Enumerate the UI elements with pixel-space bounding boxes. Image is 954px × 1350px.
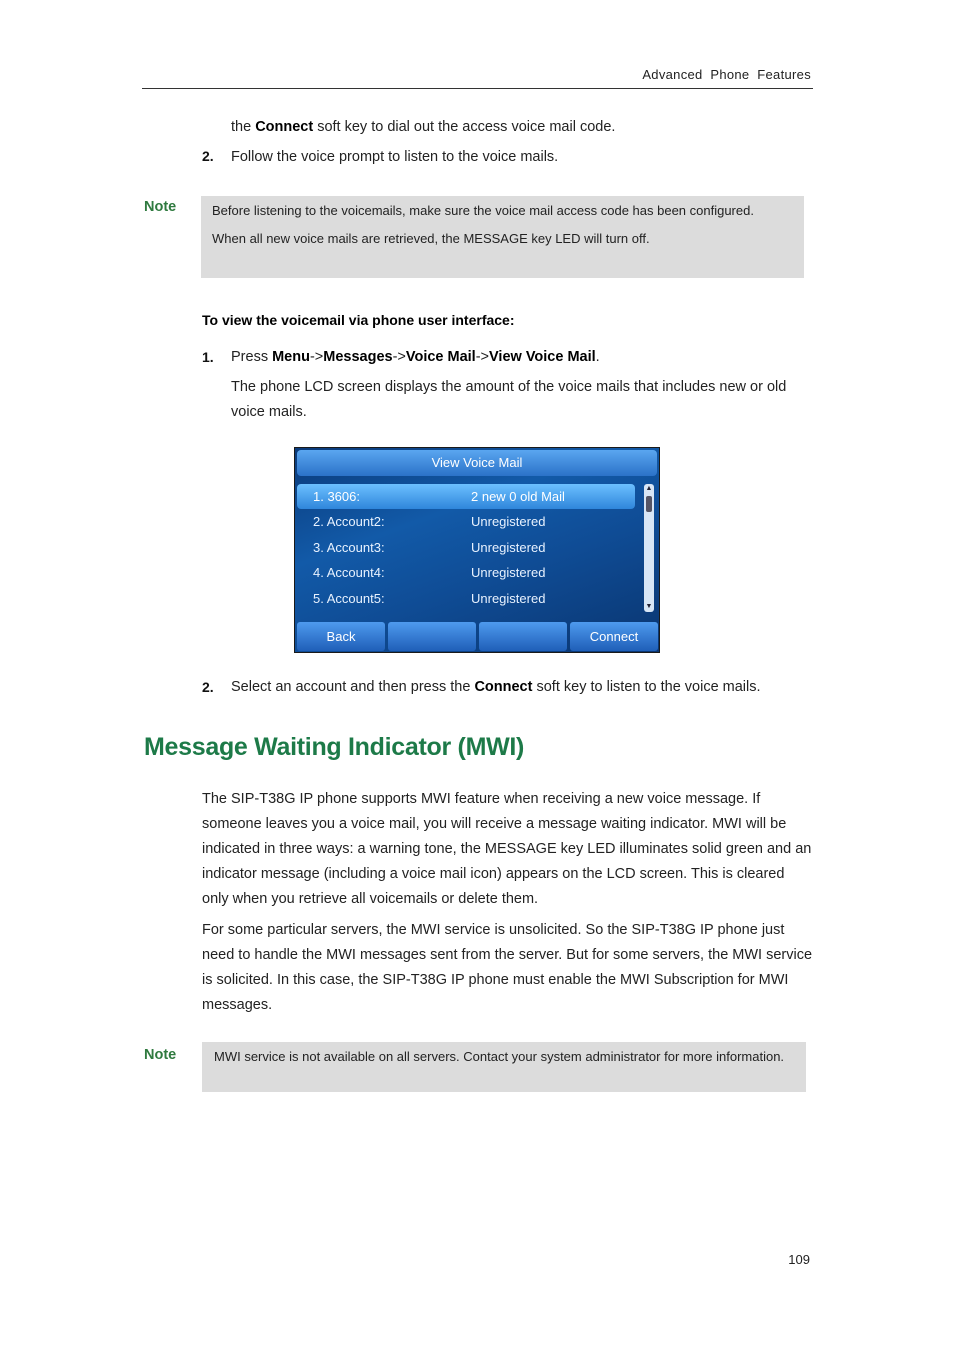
note-label: Note bbox=[144, 1047, 177, 1063]
blank-softkey[interactable] bbox=[479, 622, 567, 651]
messages-label: Messages bbox=[323, 349, 393, 365]
arrow: -> bbox=[392, 349, 406, 365]
mwi-paragraph: For some particular servers, the MWI service is unsolicited. So the SIP-T38G IP phone just need to handle the MWI messages sent from the server. But for some servers, the MWI service is solicited. In this case, the SIP-T38G IP phone must enable the MWI Subscription for MWI messages. bbox=[202, 922, 813, 1013]
scroll-thumb[interactable] bbox=[646, 496, 652, 512]
step-text-post: soft key to listen to the voice mails. bbox=[532, 679, 761, 695]
voicemail-account-row[interactable] bbox=[297, 535, 635, 560]
blank-softkey[interactable] bbox=[388, 622, 476, 651]
period: . bbox=[595, 349, 600, 365]
account-label: 1. 3606: bbox=[313, 489, 360, 504]
step-text bbox=[231, 675, 761, 700]
voicemail-account-row[interactable] bbox=[297, 509, 635, 534]
section-title: Message Waiting Indicator (MWI) bbox=[144, 733, 525, 761]
procedure-heading: To view the voicemail via phone user interface: bbox=[202, 312, 515, 328]
note-label: Note bbox=[144, 199, 177, 215]
account-status: Unregistered bbox=[471, 565, 546, 580]
voicemail-account-row[interactable] bbox=[297, 560, 635, 585]
connect-key-label: Connect bbox=[474, 679, 533, 695]
scrollbar[interactable] bbox=[644, 484, 654, 612]
account-status: Unregistered bbox=[471, 591, 546, 606]
page-number: 109 bbox=[788, 1252, 810, 1267]
voicemail-account-row[interactable] bbox=[297, 484, 635, 509]
menu-label: Menu bbox=[272, 349, 310, 365]
account-label: 4. Account4: bbox=[313, 565, 385, 580]
step-number: 2. bbox=[202, 679, 214, 695]
step-text bbox=[231, 345, 600, 370]
voicemail-account-row[interactable] bbox=[297, 586, 635, 611]
step-number: 1. bbox=[202, 349, 214, 365]
arrow: -> bbox=[309, 349, 324, 365]
step-text-pre: Select an account and then press the bbox=[231, 679, 475, 695]
account-label: 2. Account2: bbox=[313, 514, 385, 529]
mwi-paragraph: The SIP-T38G IP phone supports MWI feature when receiving a new voice message. If someone leaves you a voice mail, you will receive a message waiting indicator. MWI will be indicated in three ways: a warning tone, the MESSAGE key LED illuminates solid green and an indicator message (including a voice mail icon) appears on the LCD screen. This is cleared only when you retrieve all voicemails or delete them. bbox=[202, 791, 812, 907]
screen-title: View Voice Mail bbox=[297, 450, 657, 476]
account-status: Unregistered bbox=[471, 514, 546, 529]
note-line: Before listening to the voicemails, make sure the voice mail access code has been configured. bbox=[212, 203, 754, 218]
account-label: 5. Account5: bbox=[313, 591, 385, 606]
account-status: 2 new 0 old Mail bbox=[471, 489, 565, 504]
scroll-up-icon[interactable]: ▲ bbox=[645, 485, 653, 492]
phone-lcd-screen bbox=[294, 447, 660, 653]
connect-key-label: Connect bbox=[255, 119, 314, 135]
step-description: The phone LCD screen displays the amount of the voice mails that includes new or old voice mails. bbox=[231, 379, 787, 420]
view-voice-mail-label: View Voice Mail bbox=[489, 349, 596, 365]
voice-mail-label: Voice Mail bbox=[405, 349, 476, 365]
account-status: Unregistered bbox=[471, 540, 546, 555]
note-line: MWI service is not available on all servers. Contact your system administrator for more information. bbox=[214, 1049, 785, 1064]
connect-softkey[interactable]: Connect bbox=[570, 622, 658, 651]
note-line: When all new voice mails are retrieved, the MESSAGE key LED will turn off. bbox=[212, 231, 650, 246]
step-continuation-pre: the bbox=[231, 119, 256, 135]
back-softkey[interactable]: Back bbox=[297, 622, 385, 651]
arrow: -> bbox=[475, 349, 490, 365]
step-text: Follow the voice prompt to listen to the voice mails. bbox=[231, 149, 559, 165]
step-number: 2. bbox=[202, 148, 214, 164]
account-label: 3. Account3: bbox=[313, 540, 385, 555]
note-box bbox=[202, 1042, 806, 1092]
running-header: Advanced Phone Features bbox=[642, 67, 811, 82]
step-continuation-post: soft key to dial out the access voice mail code. bbox=[313, 119, 616, 135]
softkey-bar bbox=[296, 622, 658, 652]
press-text: Press bbox=[231, 349, 273, 365]
note-box bbox=[201, 196, 804, 278]
scroll-down-icon[interactable]: ▼ bbox=[645, 603, 653, 610]
header-rule bbox=[142, 88, 813, 89]
step-continuation bbox=[231, 115, 615, 140]
